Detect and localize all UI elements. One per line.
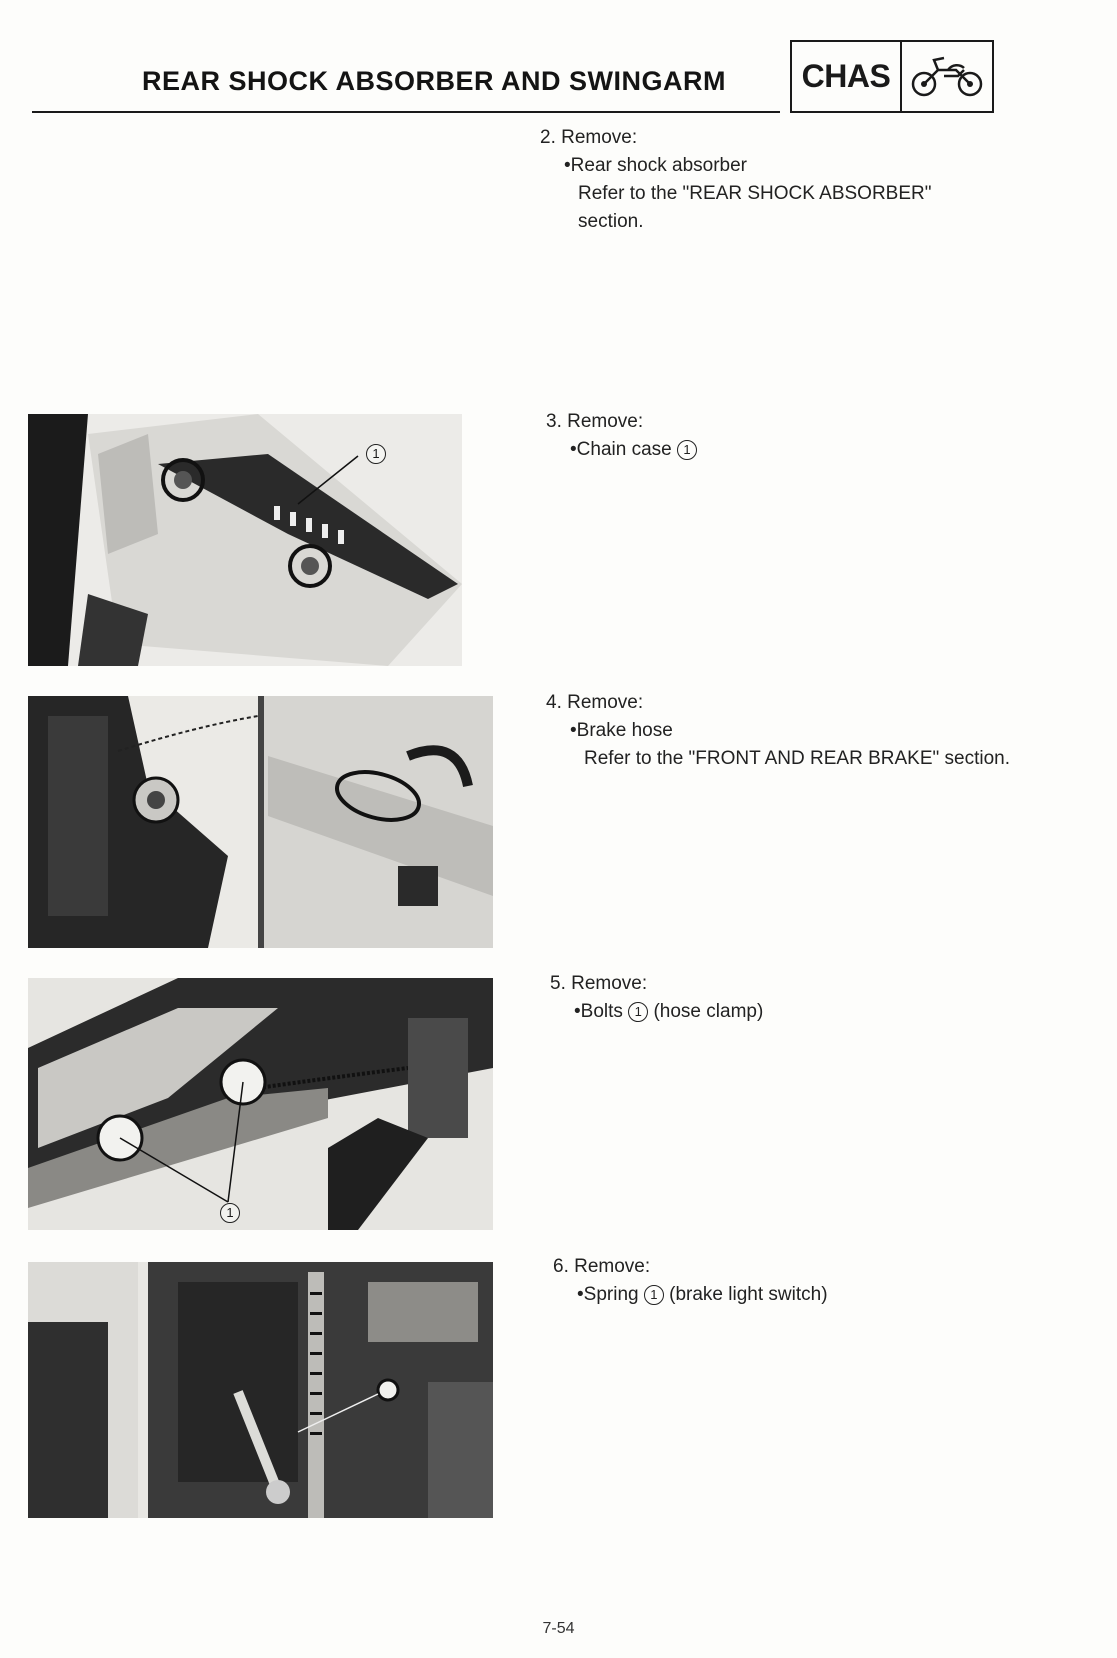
section-title: REAR SHOCK ABSORBER AND SWINGARM [142,66,727,96]
step-item: •Spring [577,1284,639,1305]
photo-chain-case [28,414,462,666]
step-number: 5. Remove: [550,973,648,994]
step-number: 3. Remove: [546,411,644,432]
step-item: •Brake hose [570,720,673,741]
step-3 [546,408,697,464]
motorcycle-icon [902,42,992,111]
step-item: •Chain case [570,439,672,460]
step-5 [550,970,763,1026]
step-note: Refer to the "REAR SHOCK ABSORBER" section. [578,183,932,232]
step-item-suffix: (brake light switch) [669,1284,828,1305]
step-item: •Bolts [574,1001,623,1022]
header-rule [32,111,780,113]
step-item: •Rear shock absorber [564,155,748,176]
photo-hose-clamp-bolts [28,978,493,1230]
step-item-line [546,436,697,464]
step-item-suffix: (hose clamp) [653,1001,764,1022]
step-item-line [553,1281,828,1309]
step-note: Refer to the "FRONT AND REAR BRAKE" section. [584,748,1010,769]
callout-marker: 1 [677,440,697,460]
step-4 [546,689,1014,773]
callout-marker: 1 [644,1285,664,1305]
photo-callout: 1 [366,444,386,464]
step-number: 6. Remove: [553,1256,651,1277]
page-number: 7-54 [542,1620,575,1637]
step-number: 4. Remove: [546,692,644,713]
photo-callout: 1 [220,1203,240,1223]
step-item-line [550,998,763,1026]
chapter-badge-label: CHAS [792,42,902,111]
photo-brake-hose [28,696,493,948]
step-2 [540,124,998,236]
chapter-badge [790,40,994,113]
photo-brake-light-spring [28,1262,493,1518]
step-6 [553,1253,828,1309]
step-number: 2. Remove: [540,127,638,148]
callout-marker: 1 [628,1002,648,1022]
